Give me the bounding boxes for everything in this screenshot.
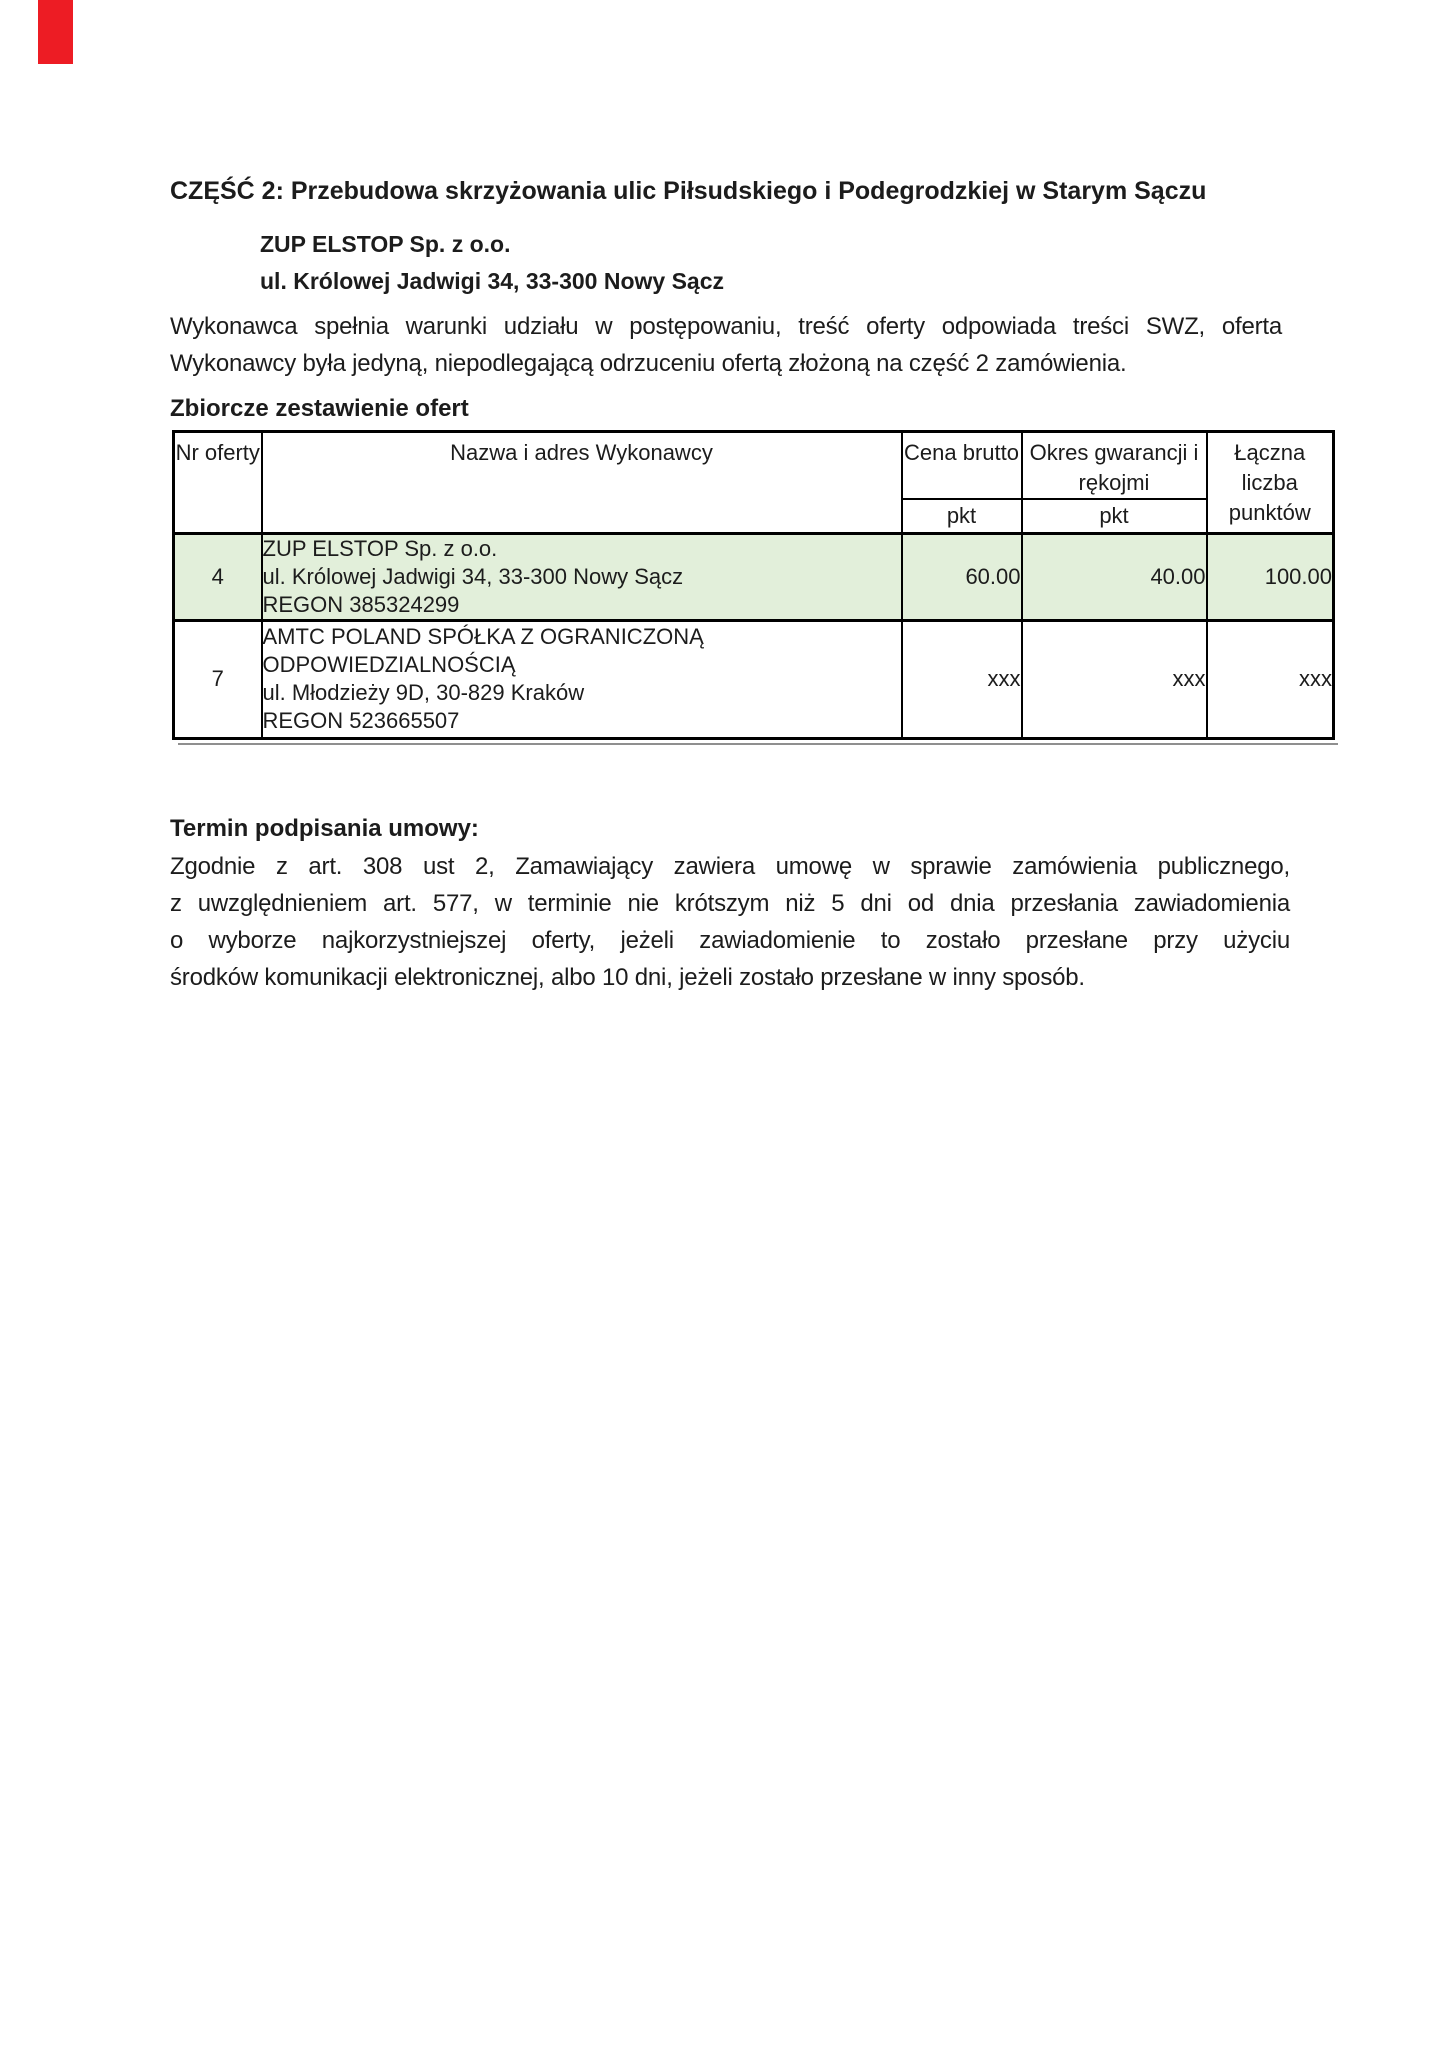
part-2-title: CZĘŚĆ 2: Przebudowa skrzyżowania ulic Piłsudskiego i Podegrodzkiej w Starym Sączu [170,177,1207,205]
offer-7-name-line-1: AMTC POLAND SPÓŁKA Z OGRANICZONĄ [262,624,704,649]
offer-4-number: 4 [174,533,262,620]
col-header-nazwa: Nazwa i adres Wykonawcy [262,432,902,534]
termin-line-1: Zgodnie z art. 308 ust 2, Zamawiający zawiera umowę w sprawie zamówienia publicznego, [170,853,1290,880]
offer-4-laczna-pkt: 100.00 [1207,533,1334,620]
winner-block [260,226,1160,300]
col-header-nr: Nr oferty [174,432,262,534]
col-header-okres: Okres gwarancji i rękojmi [1022,432,1207,500]
winner-address: ul. Królowej Jadwigi 34, 33-300 Nowy Sącz [260,268,724,294]
offer-7-name-line-2: ODPOWIEDZIALNOŚCIĄ [262,652,516,677]
col-header-cena: Cena brutto [902,432,1022,500]
offer-4-regon-line: REGON 385324299 [262,591,460,617]
termin-line-4: środków komunikacji elektronicznej, albo 10 dni, jeżeli zostało przesłane w inny sposób. [170,964,1085,991]
col-header-okres-pkt: pkt [1022,499,1207,533]
winner-name: ZUP ELSTOP Sp. z o.o. [260,231,511,257]
col-header-laczna: Łączna liczba punktów [1207,432,1334,534]
red-corner-marker [38,0,73,64]
offer-4-name-address [262,533,902,620]
col-header-cena-pkt: pkt [902,499,1022,533]
offer-7-laczna-pkt: xxx [1207,620,1334,738]
header-row-main [174,432,1334,500]
table-row-offer-7 [174,620,1334,738]
offer-7-address-line: ul. Młodzieży 9D, 30-829 Kraków [262,680,585,705]
offer-7-cena-pkt: xxx [902,620,1022,738]
intro-line-1: Wykonawca spełnia warunki udziału w postępowaniu, treść oferty odpowiada treści SWZ, oferta [170,313,1282,340]
offer-7-regon-line: REGON 523665507 [262,708,460,733]
table-bottom-shadow-line [178,743,1338,745]
termin-heading: Termin podpisania umowy: [170,815,479,842]
offer-7-okres-pkt: xxx [1022,620,1207,738]
termin-paragraph [170,848,1290,996]
offer-4-cena-pkt: 60.00 [902,533,1022,620]
offer-4-name-line: ZUP ELSTOP Sp. z o.o. [262,535,498,561]
offer-7-number: 7 [174,620,262,738]
intro-paragraph [170,308,1282,382]
termin-line-3: o wyborze najkorzystniejszej oferty, jeżeli zawiadomienie to zostało przesłane przy użyciu [170,927,1290,954]
offers-table [172,430,1335,740]
offers-table-heading: Zbiorcze zestawienie ofert [170,395,469,422]
offer-4-address-line: ul. Królowej Jadwigi 34, 33-300 Nowy Sącz [262,563,684,589]
offer-4-okres-pkt: 40.00 [1022,533,1207,620]
offer-7-name-address [262,620,902,738]
termin-line-2: z uwzględnieniem art. 577, w terminie nie krótszym niż 5 dni od dnia przesłania zawiadomienia [170,890,1290,917]
table-row-offer-4 [174,533,1334,620]
intro-line-2: Wykonawcy była jedyną, niepodlegającą odrzuceniu ofertą złożoną na część 2 zamówienia. [170,350,1127,377]
